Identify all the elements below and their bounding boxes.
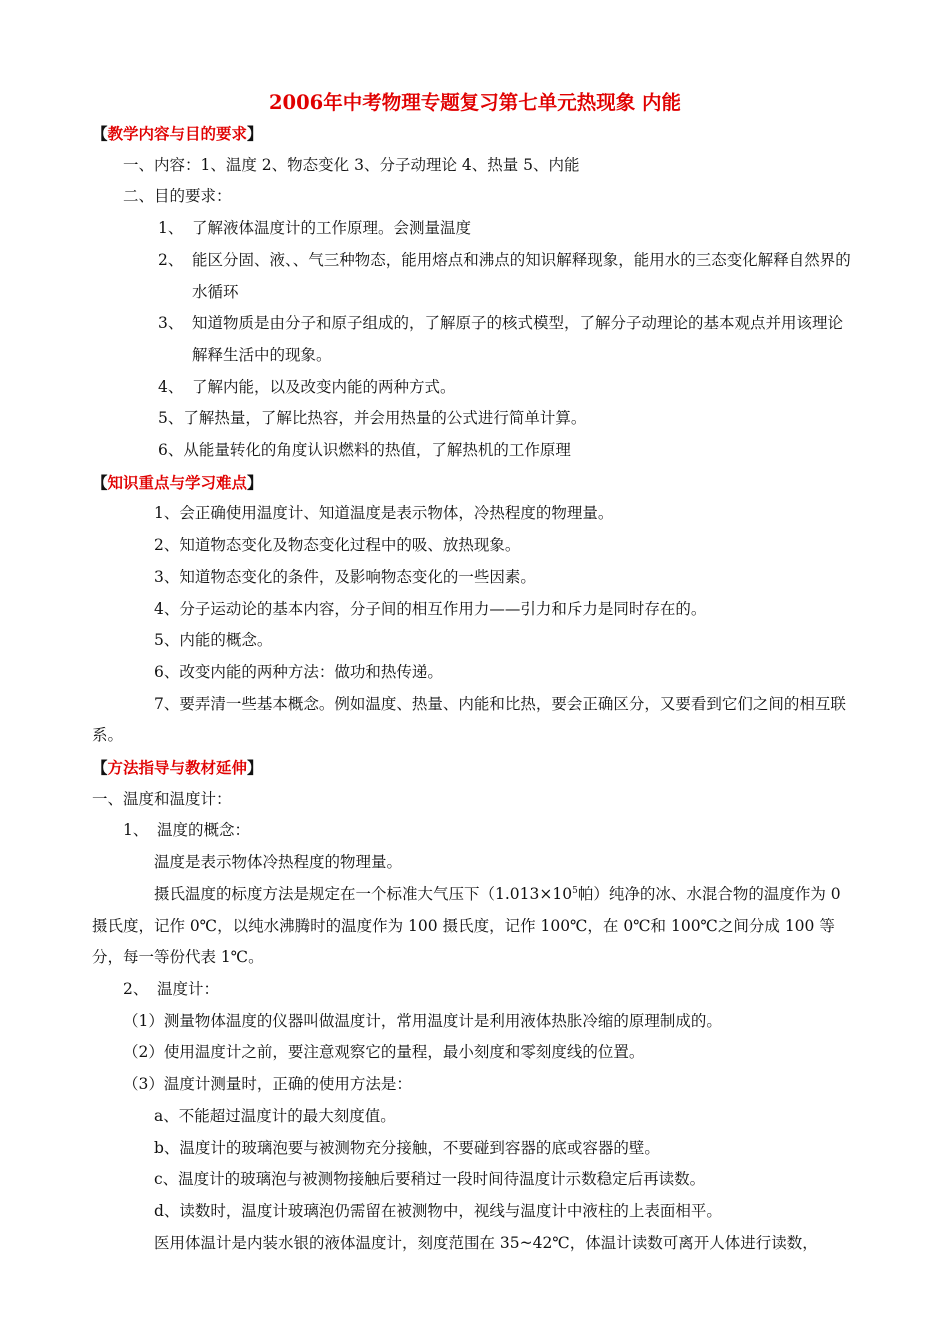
- list-item: 5、了解热量，了解比热容，并会用热量的公式进行简单计算。: [158, 409, 587, 428]
- celsius-paragraph: 摄氏温度的标度方法是规定在一个标准大气压下（$1.013\times 10^5$帕）纯净的冰、水混合物的温度作为 0 摄氏度，记作 0℃，以纯水沸腾时的温度作为 100 摄氏度，记作 100℃，在 0℃和 100℃之间分成 100 等分，每一等份代表 1℃。: [92, 884, 841, 967]
- step-item: a、不能超过温度计的最大刻度值。: [154, 1106, 396, 1125]
- sub-heading: [92, 815, 858, 847]
- paragraph: （2）使用温度计之前，要注意观察它的量程，最小刻度和零刻度线的位置。: [123, 1043, 645, 1062]
- list-item-number: 4、: [158, 377, 184, 396]
- sub-heading-number: 1、: [123, 821, 149, 840]
- list-item-text: 能区分固、液、、气三种物态，能用熔点和沸点的知识解释现象，能用水的三态变化解释自然界的水循环: [192, 250, 851, 301]
- list-item-number: 2、: [158, 250, 184, 269]
- requirements-title: 二、目的要求：: [123, 187, 232, 206]
- list-item-text: 知道物质是由分子和原子组成的，了解原子的核式模型，了解分子动理论的基本观点并用该理论解释生活中的现象。: [192, 314, 844, 364]
- paragraph: （3）温度计测量时，正确的使用方法是：: [123, 1075, 412, 1094]
- list-item: [92, 213, 858, 245]
- list-item: [92, 308, 858, 371]
- list-item: 6、从能量转化的角度认识燃料的热值，了解热机的工作原理: [158, 441, 571, 460]
- list-item: 1、会正确使用温度计、知道温度是表示物体，冷热程度的物理量。: [154, 504, 614, 523]
- exponent: 5: [572, 885, 578, 896]
- part-title: 一、温度和温度计：: [92, 789, 232, 808]
- step-item: d、读数时，温度计玻璃泡仍需留在被测物中，视线与温度计中液柱的上表面相平。: [154, 1201, 722, 1220]
- definition-text: 温度是表示物体冷热程度的物理量。: [154, 853, 403, 872]
- list-item: 6、改变内能的两种方法：做功和热传递。: [154, 662, 443, 681]
- content-line: 一、内容：1、温度 2、物态变化 3、分子动理论 4、热量 5、内能: [123, 155, 580, 174]
- list-item: 4、分子运动论的基本内容，分子间的相互作用力——引力和斥力是同时存在的。: [154, 599, 707, 618]
- section-heading-teaching-goals: 【教学内容与目的要求】: [92, 124, 263, 143]
- list-item: 7、要弄清一些基本概念。例如温度、热量、内能和比热，要会正确区分，又要看到它们之间的相互联系。: [92, 694, 846, 745]
- step-item: b、温度计的玻璃泡要与被测物充分接触，不要碰到容器的底或容器的壁。: [154, 1138, 660, 1157]
- sub-heading: [92, 974, 858, 1006]
- list-item-text: 了解内能，以及改变内能的两种方式。: [192, 377, 456, 396]
- list-item-number: 1、: [158, 219, 184, 238]
- list-item: [92, 372, 858, 404]
- document-title: 2006年中考物理专题复习第七单元热现象 内能: [268, 91, 682, 114]
- list-item-text: 了解液体温度计的工作原理。会测量温度: [192, 219, 472, 238]
- paragraph: （1）测量物体温度的仪器叫做温度计，常用温度计是利用液体热胀冷缩的原理制成的。: [123, 1011, 722, 1030]
- list-item: 3、知道物态变化的条件，及影响物态变化的一些因素。: [154, 567, 536, 586]
- section-heading-method-guide: 【方法指导与教材延伸】: [92, 758, 263, 778]
- list-item-number: 3、: [158, 314, 184, 333]
- list-item: 2、知道物态变化及物态变化过程中的吸、放热现象。: [154, 536, 521, 555]
- section-heading-label: 教学内容与目的要求: [107, 124, 248, 143]
- step-item: c、温度计的玻璃泡与被测物接触后要稍过一段时间待温度计示数稳定后再读数。: [154, 1170, 706, 1189]
- paragraph: 医用体温计是内装水银的液体温度计，刻度范围在 35~42℃，体温计读数可离开人体进行读数，: [154, 1233, 818, 1252]
- list-item: 5、内能的概念。: [154, 631, 273, 650]
- section-heading-key-points: 【知识重点与学习难点】: [92, 472, 263, 492]
- sub-heading-number: 2、: [123, 979, 149, 998]
- list-item: [92, 245, 858, 308]
- section-heading-label: 知识重点与学习难点: [107, 472, 248, 492]
- section-heading-label: 方法指导与教材延伸: [107, 758, 248, 778]
- sub-heading-text: 温度的概念：: [157, 821, 251, 840]
- sub-heading-text: 温度计：: [157, 979, 220, 998]
